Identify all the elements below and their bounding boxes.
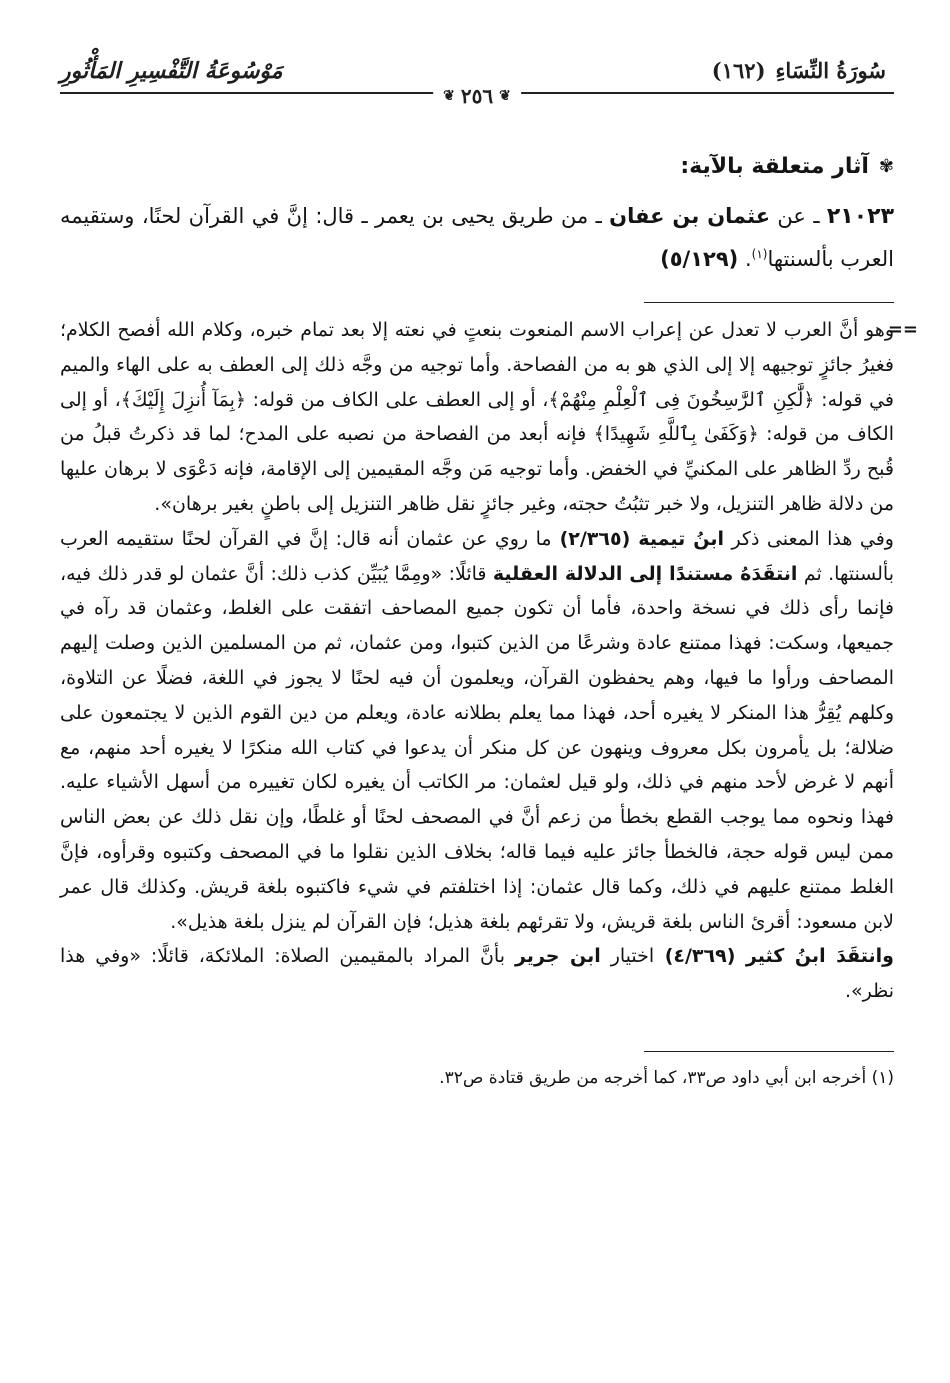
related-traditions-section bbox=[60, 154, 894, 280]
commentary-2-scholar: ابنُ تيمية bbox=[638, 527, 724, 550]
right-ornament-icon: ❦ bbox=[443, 88, 455, 104]
commentary-paragraph-1 bbox=[60, 313, 918, 522]
footnote-divider bbox=[644, 1051, 894, 1052]
commentary-3-reference: (٤/٣٦٩) bbox=[654, 945, 746, 968]
commentary-2-emphasis: انتقَدَهُ مستندًا إلى الدلالة العقلية bbox=[492, 562, 798, 585]
commentary-2-start: وفي هذا المعنى ذكر bbox=[723, 527, 894, 550]
section-heading bbox=[60, 154, 894, 179]
commentary-2-rest: قائلًا: «ومِمَّا يُبَيِّن كذب ذلك: أنَّ عثمان لو قدر ذلك فيه، فإنما رأى ذلك في نسخة واحدة، فأما أن تكون جميع المصاحف اتفقت على الغلط، وعثمان قد رآه في جميعها، وسكت: فهذا ممتنع عادة وشرعًا من الذين كتبوا، ومن عثمان، ثم من المسلمين الذين وصلت إليهم المصاحف ورأوا ما فيها، وهم يحفظون القرآن، ويعلمون أن فيه لحنًا لا يجوز في اللغة، فضلًا عن التلاوة، وكلهم يُقِرُّ هذا المنكر لا يغيره أحد، فهذا مما يعلم بطلانه عادة، ويعلم من دين القوم الذين لا يجتمعون على ضلالة؛ بل يأمرون بكل معروف وينهون عن كل منكر أن يدعوا في كتاب الله منكرًا لا يغيره أحد منهم، مع أنهم لا غرض لأحد منهم في ذلك، ولو قيل لعثمان: مر الكاتب أن يغيره لكان تغييره من أسهل الأشياء عليه. فهذا ونحوه مما يوجب القطع بخطأ من زعم أنَّ في المصحف لحنًا أو غلطًا، وإن نقل ذلك عن بعض الناس ممن ليس قوله حجة، فالخطأ جائز عليه فيما قاله؛ بخلاف الذين نقلوا ما في المصحف وكتبوه وقرأوه، فإنَّ الغلط ممتنع عليهم في ذلك، وكما قال عثمان: إذا اختلفتم في شيء فاكتبوه بلغة قريش. وكذلك قال عمر لابن مسعود: أقرئ الناس بلغة قريش، ولا تقرئهم بلغة هذيل؛ فإن القرآن لم ينزل بلغة هذيل». bbox=[60, 562, 894, 933]
commentary-3-scholar-2: ابن جرير bbox=[514, 945, 601, 968]
notes-divider bbox=[644, 302, 894, 303]
entry-number: ٢١٠٢٣ bbox=[826, 204, 895, 229]
commentary-paragraph-2 bbox=[60, 522, 894, 940]
entry-narrator: عثمان بن عفان bbox=[609, 204, 771, 228]
footnote-reference: (١) bbox=[751, 247, 768, 261]
continuation-mark: == bbox=[887, 319, 918, 340]
commentary-text-1: وهو أنَّ العرب لا تعدل عن إعراب الاسم المنعوت بنعتٍ في نعته إلا بعد تمام خبره، وكلام الله أفصح الكلام؛ فغيرُ جائزٍ توجيهه إلا إلى الذي هو به من الفصاحة. وأما توجيه من وجَّه ذلك إلى العطف به على الهاء والميم في قوله: ﴿لَّٰكِنِ ٱلرَّٰسِخُونَ فِى ٱلْعِلْمِ مِنْهُمْ﴾، أو إلى العطف على الكاف من قوله: ﴿بِمَآ أُنزِلَ إِلَيْكَ﴾، أو إلى الكاف من قوله: ﴿وَكَفَىٰ بِٱللَّهِ شَهِيدًا﴾ فإنه أبعد من الفصاحة من نصبه على المدح؛ لما قد ذكرتُ قبلُ من قُبح ردِّ الظاهر على المكنيِّ في الخفض. وأما توجيه مَن وجَّه المقيمين إلى الإقامة، فإنه دَعْوَى لا برهان عليها من دلالة ظاهر التنزيل، ولا خبر تثبُتُ حجته، وغير جائزٍ نقل ظاهر التنزيل إلى باطنٍ بغير برهان». bbox=[60, 319, 895, 515]
footnote-1: (١) أخرجه ابن أبي داود ص٣٣، كما أخرجه من طريق قتادة ص٣٢. bbox=[439, 1067, 894, 1088]
commentary-3-rest: بأنَّ المراد بالمقيمين الصلاة: الملائكة، قائلًا: «وفي هذا نظر». bbox=[60, 945, 894, 1003]
commentary-3-scholar: وانتقَدَ ابنُ كثير bbox=[745, 945, 894, 968]
commentary-2-reference: (٢/٣٦٥) bbox=[551, 527, 639, 550]
surah-title bbox=[712, 58, 886, 83]
surah-verse-number: (١٦٢) bbox=[711, 58, 766, 83]
running-header bbox=[60, 58, 894, 112]
page-number-block bbox=[433, 84, 521, 108]
surah-name: سُورَةُ النِّسَاءِ bbox=[775, 58, 886, 83]
commentary-2-middle: ما روي عن عثمان أنه قال: إنَّ في القرآن لحنًا ستقيمه العرب بألسنتها. ثم bbox=[60, 527, 894, 585]
series-title: مَوْسُوعَةُ التَّفْسِيرِ المَأْثُورِ bbox=[60, 58, 283, 84]
commentary-paragraph-3 bbox=[60, 939, 894, 1009]
entry-source-reference: (٥/١٢٩) bbox=[660, 247, 739, 271]
entry-narrator-prefix: ـ عن bbox=[770, 204, 827, 228]
section-heading-text: آثار متعلقة بالآية: bbox=[680, 154, 869, 179]
commentary-notes bbox=[60, 313, 918, 1009]
entry-text: ـ من طريق يحيى بن يعمر ـ قال: إنَّ في القرآن لحنًا، وستقيمه العرب بألسنتها bbox=[60, 204, 894, 271]
commentary-3-middle: اختيار bbox=[600, 945, 655, 968]
left-ornament-icon: ❦ bbox=[499, 88, 511, 104]
flower-icon: ✾ bbox=[878, 155, 894, 177]
entry-after-ref: . bbox=[738, 247, 752, 271]
tradition-entry bbox=[60, 195, 894, 280]
page-number: ٢٥٦ bbox=[460, 84, 494, 108]
book-page bbox=[60, 58, 918, 1328]
